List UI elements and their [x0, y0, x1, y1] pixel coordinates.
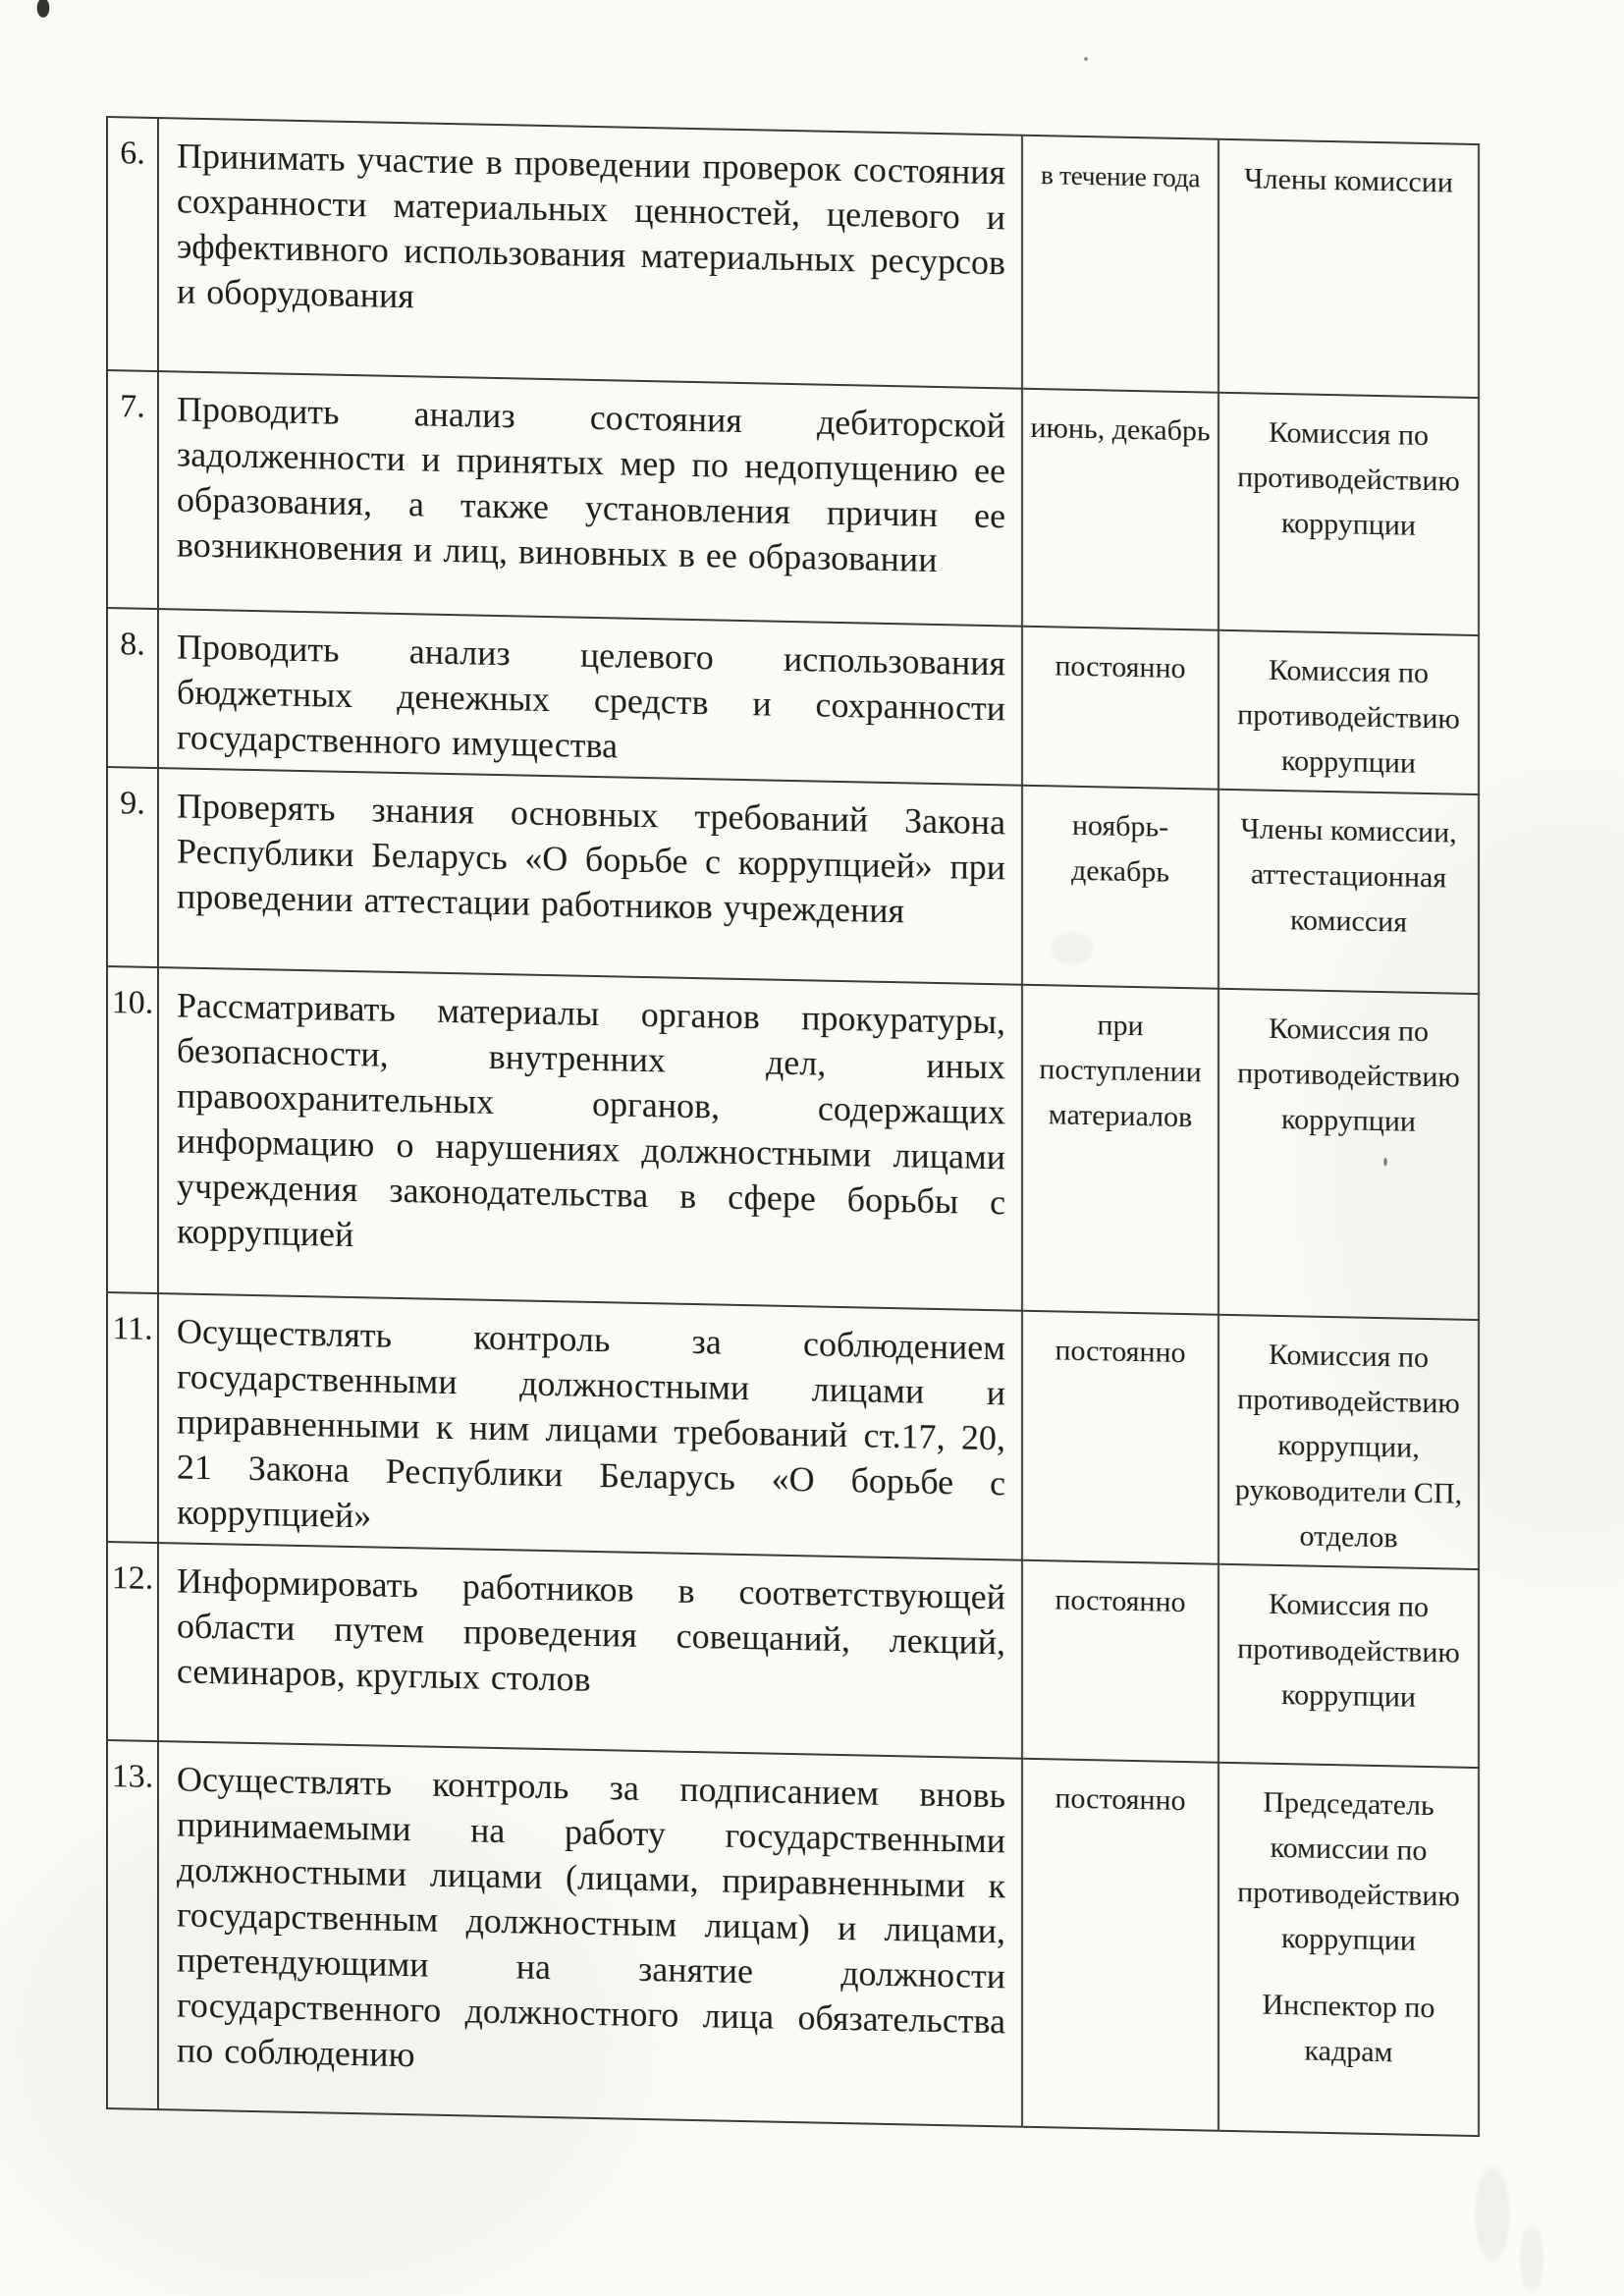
- row-number-cell: 13.: [107, 1740, 158, 2109]
- responsible-text: Председатель комиссии по противодействию коррупции: [1237, 1785, 1460, 1957]
- table-row: [107, 1542, 1479, 1768]
- row-number-cell: 11.: [107, 1292, 158, 1543]
- responsible-text: Комиссия по противодействию коррупции: [1237, 415, 1460, 542]
- table-row: [107, 608, 1479, 794]
- responsible-cell: [1218, 1315, 1479, 1569]
- table-row: [107, 966, 1479, 1320]
- deadline-cell: [1022, 627, 1218, 790]
- deadline-text: в течение года: [1040, 159, 1201, 193]
- deadline-text: при поступлении материалов: [1039, 1009, 1202, 1134]
- responsible-cell: [1218, 1564, 1479, 1768]
- row-number-cell: 8.: [107, 608, 158, 768]
- deadline-cell: [1022, 1560, 1218, 1763]
- task-cell: Проводить анализ состояния дебиторской задолженности и принятых мер по недопущению ее образования, а также установления причин ее возникновения и лиц, виновных в ее образовании: [158, 371, 1022, 627]
- table-row: [107, 1292, 1479, 1569]
- responsible-cell: [1218, 989, 1479, 1320]
- deadline-text: постоянно: [1055, 649, 1186, 685]
- task-cell: Принимать участие в проведении проверок состояния сохранности материальных ценностей, целевого и эффективного использования материальных ресурсов и оборудования: [158, 118, 1022, 389]
- responsible-cell: [1218, 630, 1479, 794]
- deadline-cell: [1022, 985, 1218, 1315]
- table-row: [107, 370, 1479, 635]
- scanned-table-region: [106, 116, 1480, 2137]
- task-cell: Осуществлять контроль за соблюдением государственными должностными лицами и приравненными к ним лицами требований ст.17, 20, 21 Закона Республики Беларусь «О борьбе с коррупцией»: [158, 1293, 1022, 1560]
- deadline-text: постоянно: [1055, 1781, 1186, 1818]
- task-cell: Осуществлять контроль за подписанием вновь принимаемыми на работу государственными должностными лицами (лицами, приравненными к государственным должностным лицам) и лицами, претендующими на занятие должности государственного должностного лица обязательства по соблюдению: [158, 1741, 1022, 2127]
- table-row: [107, 117, 1479, 398]
- deadline-text: ноябрь-декабрь: [1071, 808, 1169, 889]
- row-number-cell: 7.: [107, 370, 158, 609]
- task-cell: Проверять знания основных требований Закона Республики Беларусь «О борьбе с коррупцией» при проведении аттестации работников учреждения: [158, 768, 1022, 985]
- deadline-text: июнь, декабрь: [1030, 410, 1211, 448]
- deadline-cell: [1022, 1311, 1218, 1564]
- responsible-text: Комиссия по противодействию коррупции, руководители СП, отделов: [1234, 1338, 1463, 1555]
- deadline-text: постоянно: [1055, 1334, 1186, 1370]
- responsible-cell: [1218, 139, 1479, 398]
- responsible-text: Члены комиссии, аттестационная комиссия: [1240, 812, 1457, 939]
- responsible-text: Члены комиссии: [1244, 162, 1453, 199]
- task-cell: Проводить анализ целевого использования бюджетных денежных средств и сохранности государственного имущества: [158, 609, 1022, 786]
- row-number-cell: 6.: [107, 117, 158, 371]
- deadline-cell: [1022, 786, 1218, 989]
- task-cell: Информировать работников в соответствующей области путем проведения совещаний, лекций, семинаров, круглых столов: [158, 1543, 1022, 1759]
- deadline-cell: [1022, 389, 1218, 630]
- responsible-cell: [1218, 1763, 1479, 2136]
- row-number-cell: 9.: [107, 767, 158, 967]
- responsible-cell: [1218, 393, 1479, 635]
- responsible-cell: [1218, 790, 1479, 994]
- table-row: [107, 1740, 1479, 2136]
- responsible-text: Комиссия по противодействию коррупции: [1237, 1011, 1460, 1138]
- row-number-cell: 10.: [107, 966, 158, 1293]
- deadline-cell: [1022, 136, 1218, 393]
- responsible-text: Комиссия по противодействию коррупции: [1237, 1587, 1460, 1714]
- deadline-cell: [1022, 1759, 1218, 2131]
- responsible-text-secondary: Инспектор по кадрам: [1262, 1988, 1435, 2069]
- plan-table: [106, 116, 1480, 2137]
- deadline-text: постоянно: [1055, 1583, 1186, 1619]
- table-row: [107, 767, 1479, 994]
- responsible-text: Комиссия по противодействию коррупции: [1237, 653, 1460, 780]
- row-number-cell: 12.: [107, 1542, 158, 1741]
- task-cell: Рассматривать материалы органов прокуратуры, безопасности, внутренних дел, иных правоохранительных органов, содержащих информацию о нарушениях должностными лицами учреждения законодательства в сфере борьбы с коррупцией: [158, 967, 1022, 1311]
